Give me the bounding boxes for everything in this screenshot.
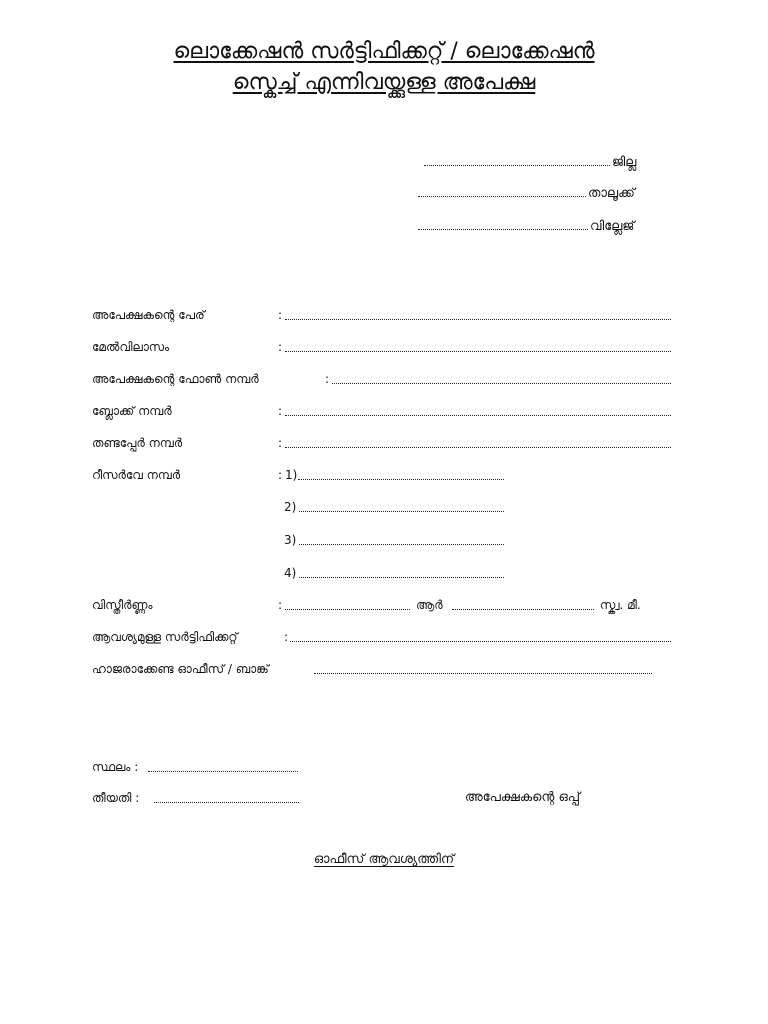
- colon: :: [278, 308, 283, 322]
- office-bank-field[interactable]: [314, 673, 652, 674]
- applicant-name-label: അപേക്ഷകന്റെ പേര്: [92, 308, 205, 322]
- resurvey-field-1[interactable]: [298, 479, 504, 480]
- place-field[interactable]: [148, 771, 298, 772]
- colon: :: [278, 340, 283, 354]
- applicant-name-field[interactable]: [285, 319, 671, 320]
- phone-row: [92, 370, 330, 388]
- date-label: തീയതി :: [92, 791, 140, 805]
- resurvey-field-4[interactable]: [299, 577, 504, 578]
- resurvey-field-3[interactable]: [299, 544, 504, 545]
- office-use-heading: ഓഫീസ് ആവശ്യത്തിന്: [313, 852, 455, 867]
- colon: :: [278, 468, 283, 482]
- block-no-row: [92, 402, 283, 420]
- village-field[interactable]: [418, 229, 588, 230]
- certificate-row: [92, 628, 289, 646]
- area-row: [92, 596, 641, 614]
- place-row: [92, 758, 138, 776]
- taluk-line: [418, 186, 635, 201]
- place-label: സ്ഥലം :: [92, 760, 139, 774]
- are-unit-label: ആർ: [416, 598, 443, 612]
- taluk-label: താലൂക്ക്: [588, 186, 635, 201]
- block-no-label: ബ്ലോക്ക് നമ്പർ: [92, 404, 172, 418]
- certificate-field[interactable]: [290, 641, 671, 642]
- applicant-name-row: [92, 306, 283, 324]
- resurvey-label: റീസർവേ നമ്പർ: [92, 468, 181, 482]
- thandaper-field[interactable]: [285, 447, 671, 448]
- form-title-line-1: ലൊക്കേഷൻ സർട്ടിഫിക്കറ്റ് / ലൊക്കേഷൻ: [173, 39, 595, 64]
- colon: :: [278, 436, 283, 450]
- resurvey-item-number: 1): [285, 468, 298, 482]
- resurvey-field-2[interactable]: [299, 511, 504, 512]
- office-bank-row: [92, 660, 269, 678]
- phone-label: അപേക്ഷകന്റെ ഫോൺ നമ്പർ: [92, 372, 259, 386]
- signature-label: അപേക്ഷകന്റെ ഒപ്പ്: [465, 790, 581, 805]
- address-row: [92, 338, 283, 356]
- district-line: [424, 155, 636, 170]
- certificate-label: ആവശ്യമുള്ള സർട്ടിഫിക്കറ്റ്: [92, 630, 238, 644]
- block-no-field[interactable]: [285, 415, 671, 416]
- address-label: മേൽവിലാസം: [92, 340, 170, 354]
- address-field[interactable]: [285, 351, 671, 352]
- date-row: [92, 789, 139, 807]
- resurvey-item-number: 2): [284, 500, 297, 514]
- district-field[interactable]: [424, 165, 610, 166]
- village-line: [418, 219, 634, 234]
- sqm-unit-label: സ്ക്വ. മീ.: [600, 598, 641, 612]
- form-title-line-2: സ്കെച്ച് എന്നിവയ്ക്കുള്ള അപേക്ഷ: [232, 70, 536, 95]
- area-label: വിസ്തീർണ്ണം: [92, 598, 153, 612]
- thandaper-row: [92, 434, 283, 452]
- colon: :: [284, 630, 289, 644]
- thandaper-label: തണ്ടപ്പേർ നമ്പർ: [92, 436, 183, 450]
- area-sqm-field[interactable]: [452, 609, 594, 610]
- colon: :: [278, 598, 283, 612]
- resurvey-item-number: 3): [284, 533, 297, 547]
- resurvey-item-number: 4): [284, 566, 297, 580]
- district-label: ജില്ല: [612, 155, 637, 170]
- village-label: വില്ലേജ്: [590, 219, 635, 234]
- phone-field[interactable]: [332, 383, 671, 384]
- office-bank-label: ഹാജരാക്കേണ്ട ഓഫീസ് / ബാങ്ക്: [92, 662, 269, 676]
- colon: :: [325, 372, 330, 386]
- area-are-field[interactable]: [285, 609, 410, 610]
- resurvey-row: [92, 466, 298, 484]
- date-field[interactable]: [154, 802, 299, 803]
- taluk-field[interactable]: [418, 196, 586, 197]
- colon: :: [278, 404, 283, 418]
